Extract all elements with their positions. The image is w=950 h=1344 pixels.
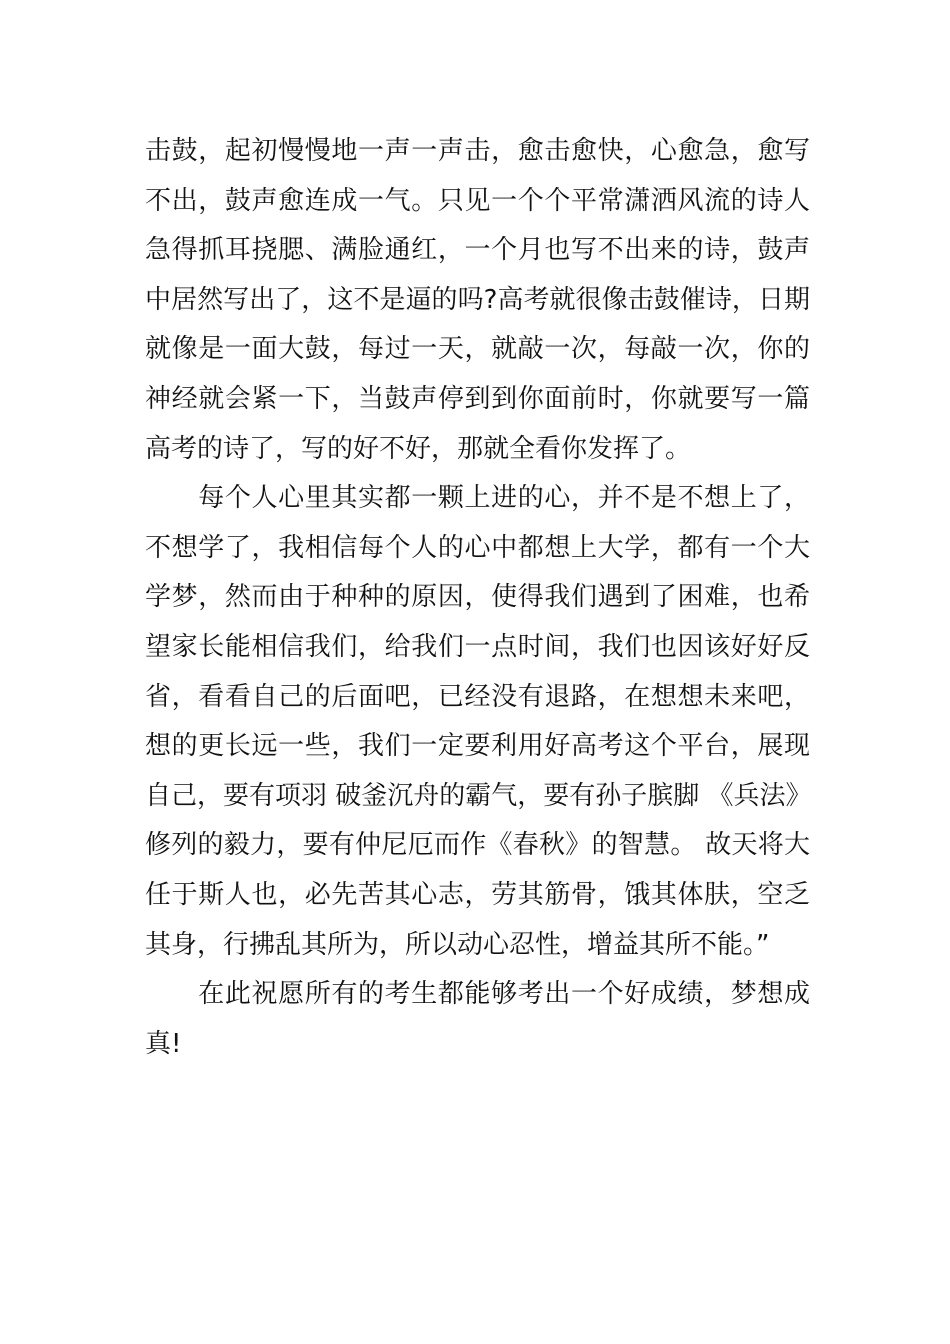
text-line: 自己，要有项羽 破釜沉舟的霸气，要有孙子膑脚 《兵法》 <box>145 780 812 811</box>
text-line: 急得抓耳挠腮、满脸通红，一个月也写不出来的诗，鼓声 <box>145 235 810 266</box>
text-line: 就像是一面大鼓，每过一天，就敲一次，每敲一次，你的 <box>145 334 810 365</box>
paragraph-wishes <box>145 970 810 1069</box>
text-line: 在此祝愿所有的考生都能够考出一个好成绩，梦想成 <box>145 979 810 1010</box>
text-line: 高考的诗了，写的好不好，那就全看你发挥了。 <box>145 433 692 464</box>
text-line: 神经就会紧一下，当鼓声停到到你面前时，你就要写一篇 <box>145 383 810 414</box>
text-line: 省，看看自己的后面吧，已经没有退路，在想想未来吧， <box>145 681 810 712</box>
paragraph-drum-poem <box>145 127 810 474</box>
text-line: 每个人心里其实都一颗上进的心，并不是不想上了， <box>145 483 810 514</box>
text-line: 学梦，然而由于种种的原因，使得我们遇到了困难，也希 <box>145 582 810 613</box>
text-line: 其身，行拂乱其所为，所以动心忍性，增益其所不能。” <box>145 929 770 960</box>
text-line: 中居然写出了，这不是逼的吗?高考就很像击鼓催诗，日期 <box>145 284 810 315</box>
paragraph-aspiration <box>145 474 810 970</box>
text-line: 不想学了，我相信每个人的心中都想上大学，都有一个大 <box>145 532 810 563</box>
text-line: 想的更长远一些，我们一定要利用好高考这个平台，展现 <box>145 731 810 762</box>
text-line: 修列的毅力，要有仲尼厄而作《春秋》的智慧。 故天将大 <box>145 830 810 861</box>
text-line: 望家长能相信我们，给我们一点时间，我们也因该好好反 <box>145 631 810 662</box>
text-line: 击鼓，起初慢慢地一声一声击，愈击愈快，心愈急，愈写 <box>145 136 810 166</box>
text-line: 真! <box>145 1028 182 1059</box>
text-line: 不出，鼓声愈连成一气。只见一个个平常潇洒风流的诗人 <box>145 185 810 216</box>
document-body <box>145 127 810 1069</box>
text-line: 任于斯人也，必先苦其心志，劳其筋骨，饿其体肤，空乏 <box>145 879 810 910</box>
